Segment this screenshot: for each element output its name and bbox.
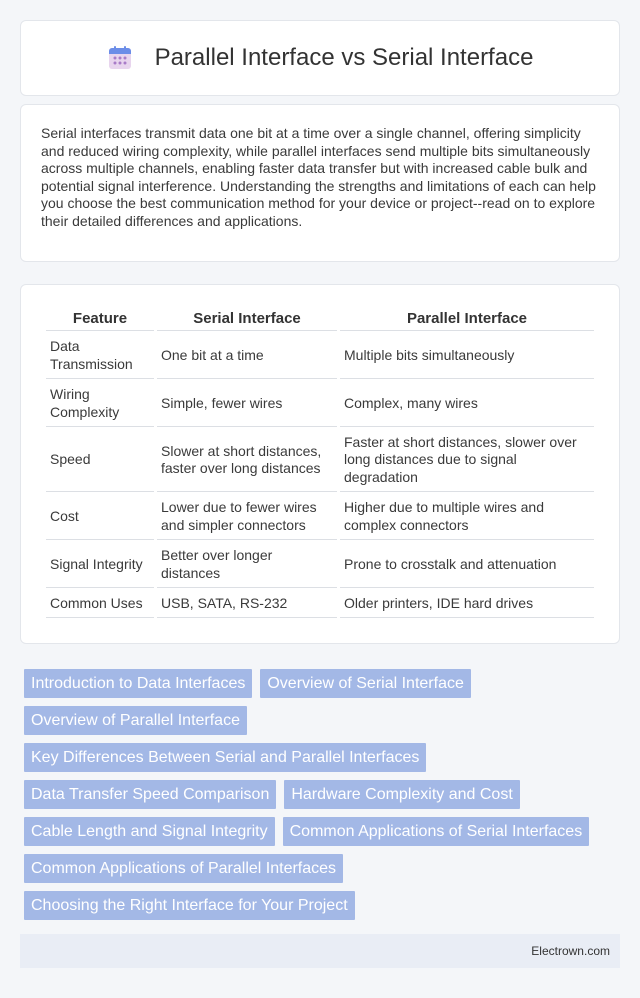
cell-serial: USB, SATA, RS-232 (157, 590, 337, 618)
cell-serial: Slower at short distances, faster over long distances (157, 429, 337, 492)
tag-cable-length-and-signal-integrity[interactable]: Cable Length and Signal Integrity (24, 817, 275, 846)
cell-feature: Cost (46, 494, 154, 540)
table-row (46, 494, 594, 540)
comparison-table (43, 305, 597, 620)
intro-paragraph: Serial interfaces transmit data one bit at a time over a single channel, offering simplicity and reduced wiring complexity, while parallel interfaces send multiple bits simultaneously across multiple channels, enabling faster data transfer but with increased cable bulk and potential signal interference. Understanding the strengths and limitations of each can help you choose the best communication method for your device or project--read on to explore their detailed differences and applications. (41, 125, 596, 229)
cell-serial: Lower due to fewer wires and simpler connectors (157, 494, 337, 540)
tag-row (24, 780, 624, 809)
table-row (46, 333, 594, 379)
cell-feature: Signal Integrity (46, 542, 154, 588)
cell-serial: Better over longer distances (157, 542, 337, 588)
tag-introduction-to-data-interfaces[interactable]: Introduction to Data Interfaces (24, 669, 252, 698)
cell-serial: Simple, fewer wires (157, 381, 337, 427)
tag-row (24, 669, 624, 698)
topic-tags (24, 669, 624, 928)
tag-row (24, 743, 624, 772)
intro-card (20, 104, 620, 262)
header-card (20, 20, 620, 96)
tag-choosing-the-right-interface[interactable]: Choosing the Right Interface for Your Project (24, 891, 355, 920)
tag-data-transfer-speed-comparison[interactable]: Data Transfer Speed Comparison (24, 780, 276, 809)
tag-common-applications-parallel[interactable]: Common Applications of Parallel Interfaces (24, 854, 343, 883)
cell-parallel: Complex, many wires (340, 381, 594, 427)
comparison-table-card (20, 284, 620, 644)
footer-site-name: Electrown.com (531, 944, 610, 958)
calendar-icon (107, 45, 133, 71)
table-header-row (46, 307, 594, 331)
footer (20, 934, 620, 968)
tag-row (24, 706, 624, 735)
tag-hardware-complexity-and-cost[interactable]: Hardware Complexity and Cost (284, 780, 519, 809)
tag-overview-of-serial-interface[interactable]: Overview of Serial Interface (260, 669, 471, 698)
table-row (46, 429, 594, 492)
tag-overview-of-parallel-interface[interactable]: Overview of Parallel Interface (24, 706, 247, 735)
cell-parallel: Higher due to multiple wires and complex connectors (340, 494, 594, 540)
cell-parallel: Prone to crosstalk and attenuation (340, 542, 594, 588)
cell-feature: Data Transmission (46, 333, 154, 379)
tag-common-applications-serial[interactable]: Common Applications of Serial Interfaces (283, 817, 590, 846)
tag-row (24, 854, 624, 883)
table-row (46, 381, 594, 427)
tag-key-differences[interactable]: Key Differences Between Serial and Parallel Interfaces (24, 743, 426, 772)
cell-feature: Common Uses (46, 590, 154, 618)
page-title: Parallel Interface vs Serial Interface (154, 44, 534, 71)
table-row (46, 590, 594, 618)
header-parallel: Parallel Interface (340, 307, 594, 331)
tag-row (24, 817, 624, 846)
cell-feature: Speed (46, 429, 154, 492)
header-serial: Serial Interface (157, 307, 337, 331)
cell-feature: Wiring Complexity (46, 381, 154, 427)
cell-parallel: Faster at short distances, slower over long distances due to signal degradation (340, 429, 594, 492)
cell-parallel: Multiple bits simultaneously (340, 333, 594, 379)
cell-serial: One bit at a time (157, 333, 337, 379)
tag-row (24, 891, 624, 920)
table-row (46, 542, 594, 588)
header-feature: Feature (46, 307, 154, 331)
cell-parallel: Older printers, IDE hard drives (340, 590, 594, 618)
